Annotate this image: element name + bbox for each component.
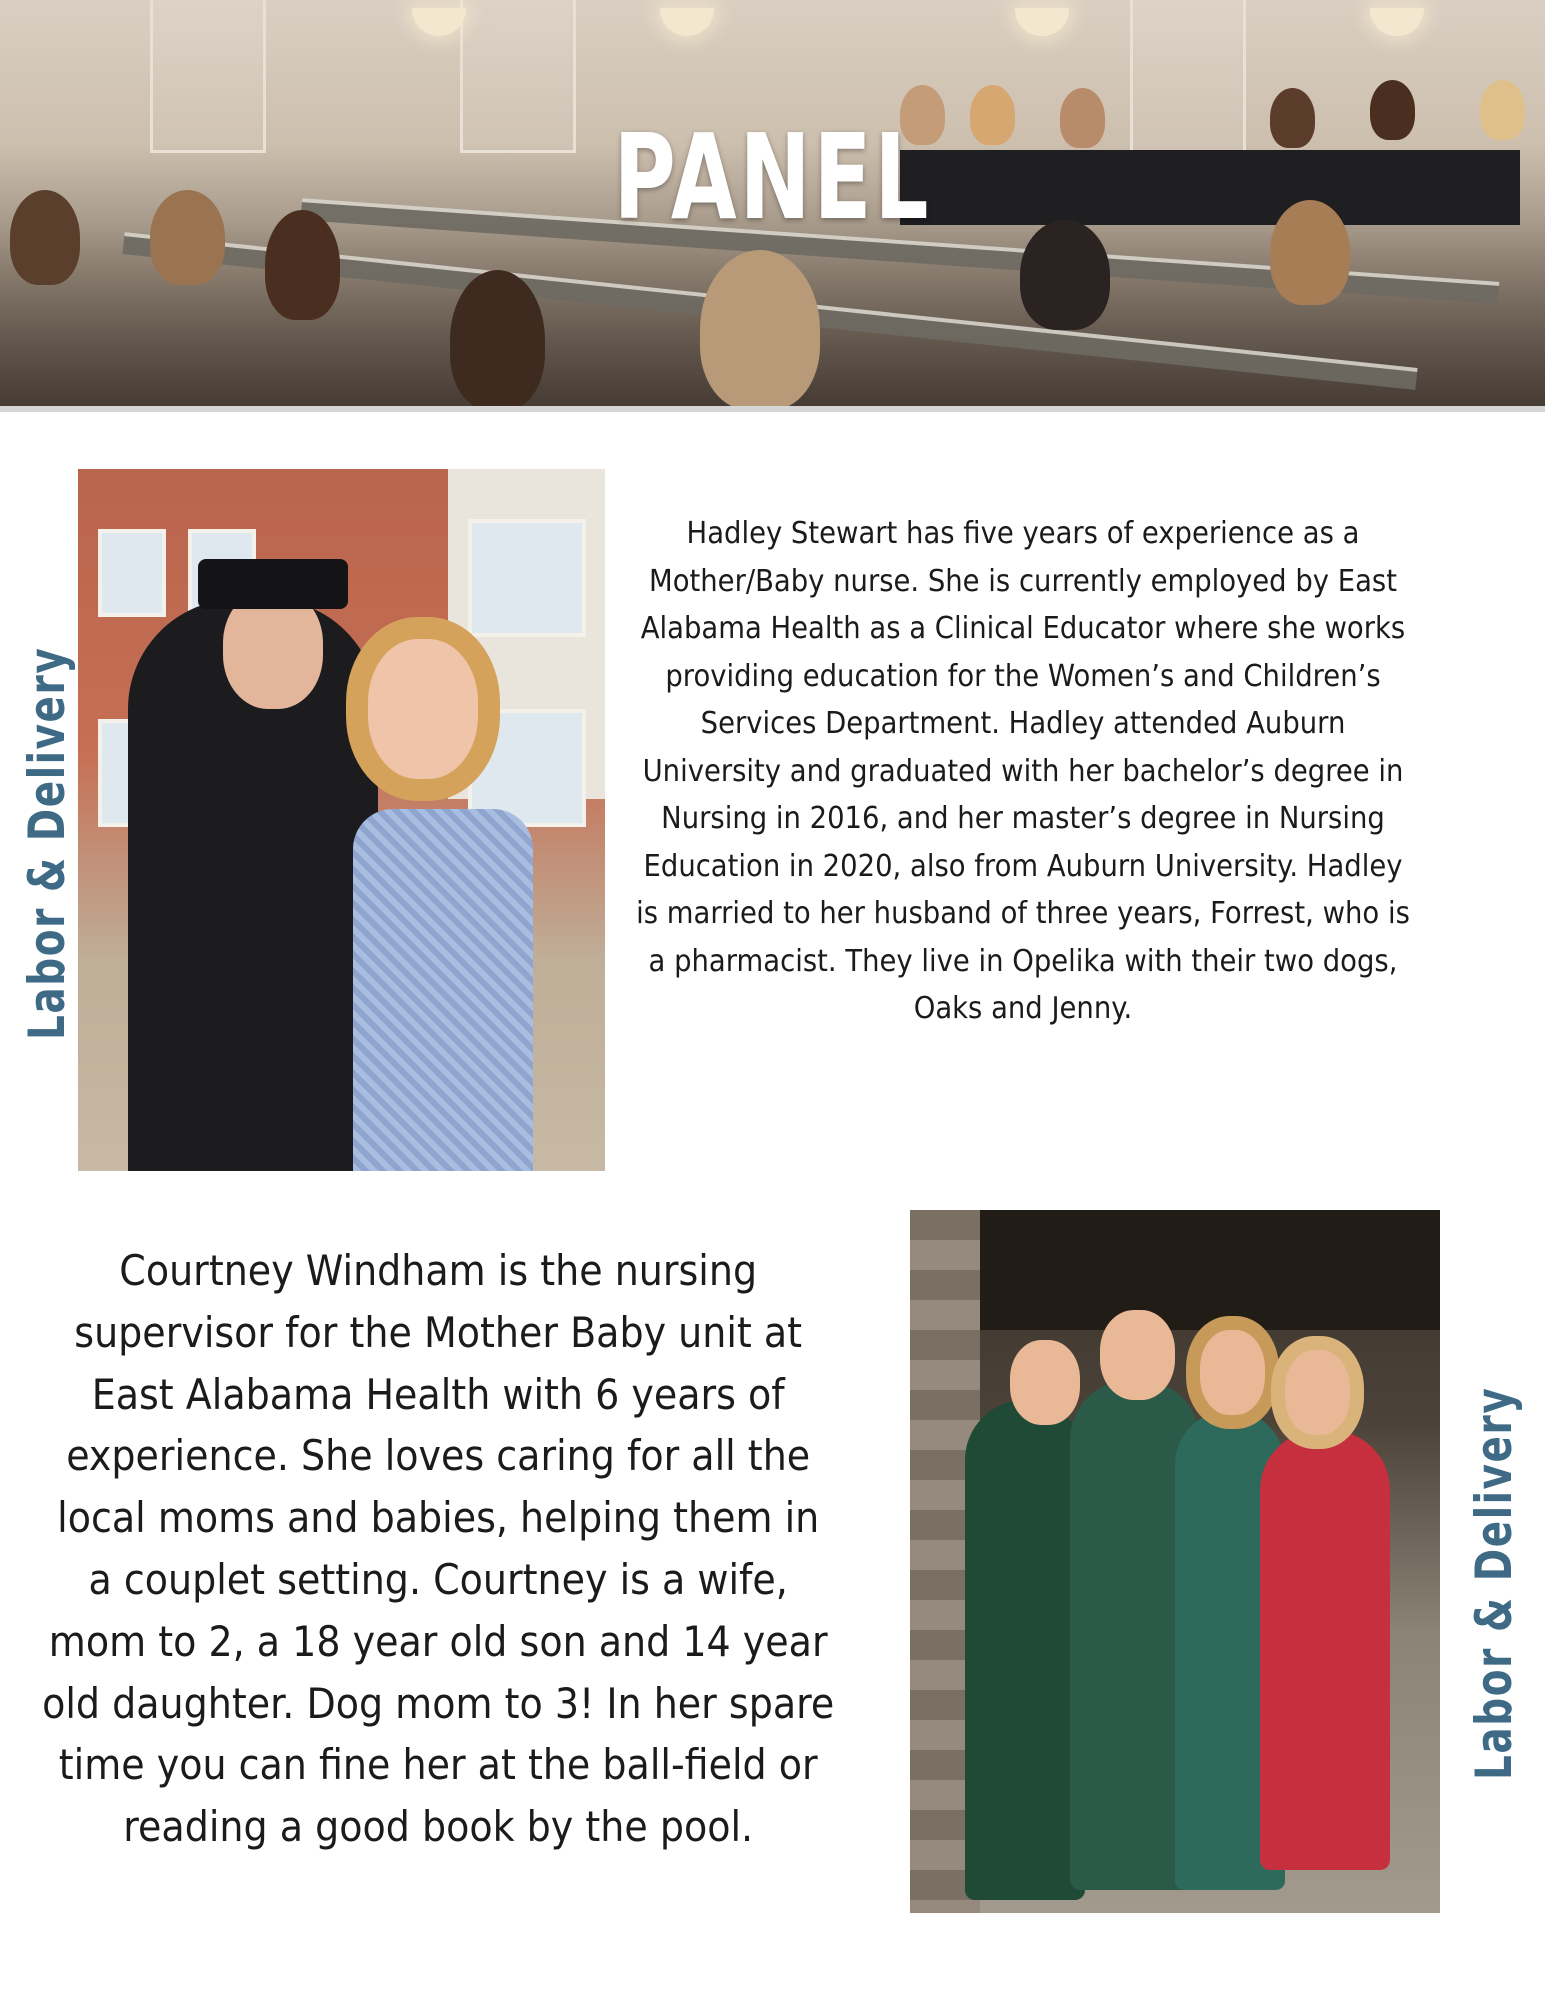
bio-text: Hadley Stewart has five years of experience as a Mother/Baby nurse. She is currently employed by East Alabama Health as a Clinical Educator where she works providing education for the Women’s and Children’s Services Department. Hadley attended Auburn University and graduated with her bachelor’s degree in Nursing in 2016, and her master’s degree in Nursing Education in 2020, also from Auburn University. Hadley is married to her husband of three years, Forrest, who is a pharmacist. They live in Opelika with their two dogs, Oaks and Jenny. [636, 516, 1410, 1026]
panelist [1370, 80, 1415, 140]
person [353, 809, 533, 1171]
wall-sconce [1015, 8, 1069, 36]
banner-divider [0, 406, 1545, 412]
panelist [1480, 80, 1525, 140]
face [368, 639, 478, 779]
wall-sconce [660, 8, 714, 36]
face [1010, 1340, 1080, 1425]
roof [910, 1210, 1440, 1330]
bio-text: Courtney Windham is the nursing supervisor for the Mother Baby unit at East Alabama Health with 6 years of experience. She loves caring for all the local moms and babies, helping them in a couplet setting. Courtney is a wife, mom to 2, a 18 year old son and 14 year old daughter. Dog mom to 3! In her spare time you can fine her at the ball-field or reading a good book by the pool. [42, 1246, 835, 1852]
profile-photo [78, 469, 605, 1171]
audience-member [700, 250, 820, 410]
person [1260, 1430, 1390, 1870]
audience-member [150, 190, 225, 285]
audience-member [450, 270, 545, 410]
window [468, 519, 586, 637]
header-banner-photo [0, 0, 1545, 412]
window [98, 529, 166, 617]
face [1100, 1310, 1175, 1400]
graduation-cap [198, 559, 348, 609]
face [1200, 1330, 1265, 1415]
face [1285, 1350, 1350, 1435]
wall-sconce [1370, 8, 1424, 36]
department-label: Labor & Delivery [18, 646, 76, 1040]
department-label: Labor & Delivery [1465, 1386, 1523, 1780]
profile-photo [910, 1210, 1440, 1913]
audience-member [10, 190, 80, 285]
page-title: PANEL [613, 108, 932, 246]
wall-sconce [412, 8, 466, 36]
person [965, 1400, 1085, 1900]
